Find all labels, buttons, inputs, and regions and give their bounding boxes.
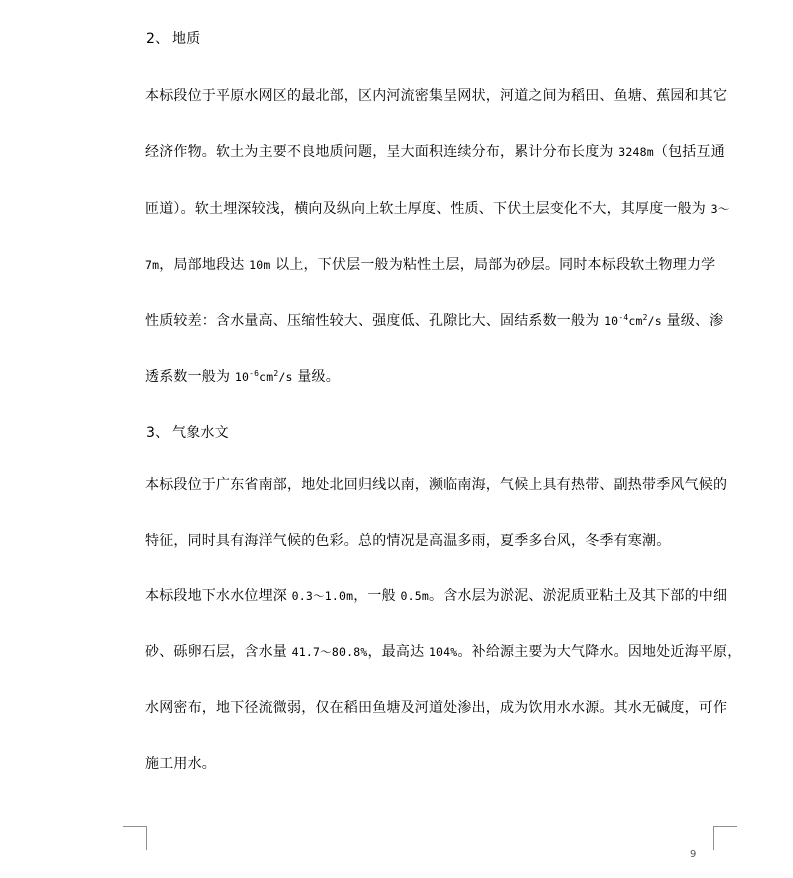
paragraph-line — [145, 699, 735, 717]
thickness-from: 3～ — [710, 202, 730, 216]
text-run: 10 — [234, 370, 250, 384]
crop-mark-right — [713, 826, 737, 850]
consolidation-coefficient — [604, 314, 662, 328]
paragraph-line — [145, 476, 735, 494]
paragraph-line — [145, 532, 735, 550]
text-run: 本标段位于平原水网区的最北部，区内河流密集呈网状，河道之间为稻田、鱼塘、蕉园和其它 — [145, 88, 728, 104]
water-content-range: 41.7～80.8% — [291, 645, 368, 659]
section-heading-geology — [146, 30, 736, 48]
text-run: 10 — [604, 314, 619, 328]
text-run: 透系数一般为 — [145, 369, 231, 385]
paragraph-line — [145, 200, 735, 218]
local-value: 10m — [249, 258, 271, 272]
exponent: -6 — [249, 369, 260, 379]
section-title: 气象水文 — [172, 425, 229, 441]
text-run: ，一般 — [353, 588, 396, 604]
thickness-to: 7m — [145, 258, 160, 272]
paragraph-line — [145, 755, 735, 773]
text-run: 。补给源主要为大气降水。因地处近海平原， — [457, 644, 742, 660]
text-run: 性质较差：含水量高、压缩性较大、强度低、孔隙比大、固结系数一般为 — [145, 313, 600, 329]
exponent: -4 — [618, 313, 629, 323]
section-number: 2、 — [146, 31, 170, 47]
text-run: 。含水层为淤泥、淤泥质亚粘土及其下部的中细 — [429, 588, 728, 604]
depth-typical: 0.5m — [400, 589, 429, 603]
paragraph-line — [145, 643, 742, 661]
text-run: 水网密布，地下径流微弱，仅在稻田鱼塘及河道处渗出，成为饮用水水源。其水无碱度，可作 — [145, 700, 728, 716]
exponent: 2 — [642, 313, 648, 323]
paragraph-line — [145, 368, 735, 386]
text-run: 施工用水。 — [145, 756, 216, 772]
text-run: 经济作物。软土为主要不良地质问题，呈大面积连续分布，累计分布长度为 — [145, 144, 614, 160]
text-run: cm — [628, 314, 643, 328]
text-run: /s — [647, 314, 662, 328]
section-title: 地质 — [172, 31, 201, 47]
section-heading-hydrology — [146, 424, 736, 442]
page-number: 9 — [690, 849, 697, 860]
length-value: 3248m — [618, 145, 654, 159]
water-content-max: 104% — [428, 645, 458, 659]
text-run: /s — [278, 370, 293, 384]
text-run: cm — [259, 370, 274, 384]
paragraph-line — [145, 143, 735, 161]
permeability-coefficient — [235, 370, 293, 384]
paragraph-line — [145, 256, 735, 274]
text-run: 特征，同时具有海洋气候的色彩。总的情况是高温多雨，夏季多台风，冬季有寒潮。 — [145, 533, 671, 549]
section-number: 3、 — [146, 425, 170, 441]
text-run: 匝道）。软土埋深较浅，横向及纵向上软土厚度、性质、下伏土层变化不大，其厚度一般为 — [145, 201, 706, 217]
text-run: 本标段地下水水位埋深 — [145, 588, 287, 604]
text-run: 量级、渗 — [666, 313, 724, 329]
text-run: ，局部地段达 — [159, 257, 245, 273]
paragraph-line — [145, 587, 735, 605]
text-run: 量级。 — [297, 369, 340, 385]
text-run: 以上，下伏层一般为粘性土层，局部为砂层。同时本标段软土物理力学 — [275, 257, 716, 273]
depth-range: 0.3～1.0m — [291, 589, 354, 603]
text-run: （包括互通 — [653, 144, 725, 160]
exponent: 2 — [273, 369, 279, 379]
text-run: 本标段位于广东省南部，地处北回归线以南，濒临南海，气候上具有热带、副热带季风气候的 — [145, 477, 728, 493]
crop-mark-left — [123, 826, 147, 850]
paragraph-line — [145, 312, 735, 330]
text-run: ，最高达 — [367, 644, 425, 660]
text-run: 砂、砾卵石层，含水量 — [145, 644, 287, 660]
paragraph-line — [145, 87, 735, 105]
